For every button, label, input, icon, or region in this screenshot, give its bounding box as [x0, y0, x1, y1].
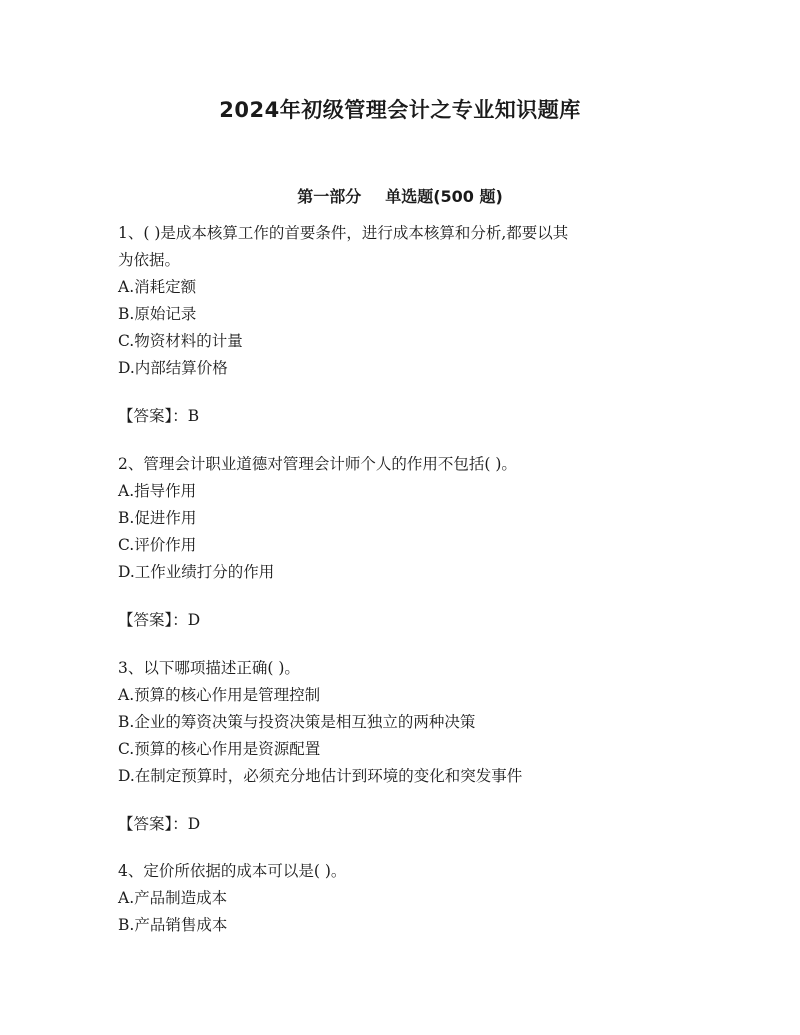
answer: 【答案】：B [118, 407, 200, 425]
document-title: 2024年初级管理会计之专业知识题库 [219, 98, 581, 122]
option-a: A.消耗定额 [118, 278, 197, 296]
option-b: B.原始记录 [118, 305, 197, 323]
question-2 [118, 451, 698, 634]
section-name: 单选题(500 题) [385, 187, 503, 206]
section-part: 第一部分 [297, 187, 362, 206]
option-c: C.物资材料的计量 [118, 332, 243, 350]
answer: 【答案】：D [118, 611, 201, 629]
option-a: A.产品制造成本 [118, 889, 228, 907]
option-c: C.评价作用 [118, 536, 197, 554]
question-stem: 3、以下哪项描述正确( )。 [118, 659, 300, 677]
answer: 【答案】：D [118, 815, 201, 833]
option-d: D.工作业绩打分的作用 [118, 563, 275, 581]
option-d: D.内部结算价格 [118, 359, 228, 377]
question-4 [118, 858, 698, 939]
question-stem: 2、管理会计职业道德对管理会计师个人的作用不包括( )。 [118, 455, 517, 473]
option-a: A.指导作用 [118, 482, 197, 500]
question-1 [118, 220, 698, 430]
option-b: B.促进作用 [118, 509, 197, 527]
question-stem: 1、( )是成本核算工作的首要条件，进行成本核算和分析,都要以其 [118, 224, 569, 242]
section-heading [0, 184, 800, 207]
option-b: B.产品销售成本 [118, 916, 228, 934]
question-3 [118, 655, 698, 838]
option-c: C.预算的核心作用是资源配置 [118, 740, 321, 758]
question-stem: 4、定价所依据的成本可以是( )。 [118, 862, 347, 880]
option-a: A.预算的核心作用是管理控制 [118, 686, 321, 704]
option-b: B.企业的筹资决策与投资决策是相互独立的两种决策 [118, 713, 476, 731]
question-stem-continued: 为依据。 [118, 251, 181, 269]
option-d: D.在制定预算时，必须充分地估计到环境的变化和突发事件 [118, 767, 523, 785]
